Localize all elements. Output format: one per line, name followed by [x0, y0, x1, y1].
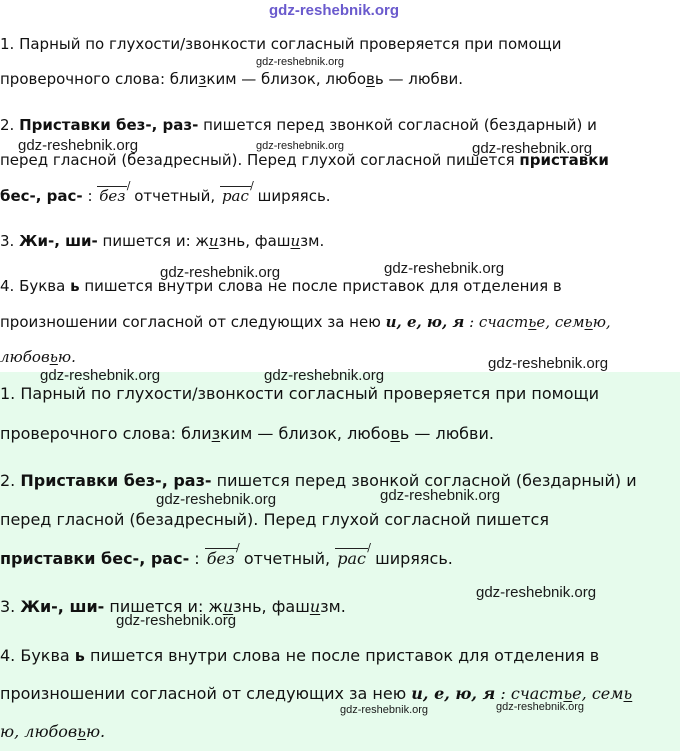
underlined-letter: в — [390, 424, 400, 443]
rule-4-line-1: 4. Буква ь пишется внутри слова не после приставок для отделения в — [0, 646, 600, 665]
rule-1-line-1: 1. Парный по глухости/звонкости согласный проверяется при помощи — [0, 384, 599, 403]
watermark: gdz-reshebnik.org — [40, 367, 161, 384]
rule-4-line-3: ю, любовью. — [0, 722, 106, 741]
rule-1-line-1: 1. Парный по глухости/звонкости согласный проверяется при помощи — [0, 35, 562, 53]
rule-4-line-3: любовью. — [0, 348, 76, 366]
watermark: gdz-reshebnik.org — [384, 260, 505, 277]
underlined-letter: и — [222, 597, 234, 616]
rule-1-line-2: проверочного слова: близким — близок, любовь — любви. — [0, 424, 494, 443]
rule-2-line-1: 2. Приставки без-, раз- пишется перед звонкой согласной (бездарный) и — [0, 471, 637, 490]
prefix-mark: рас / — [337, 541, 371, 568]
watermark: gdz-reshebnik.org — [340, 704, 429, 716]
rule-4-line-2: произношении согласной от следующих за нею и, е, ю, я : счастье, семь — [0, 684, 633, 703]
watermark: gdz-reshebnik.org — [496, 701, 585, 713]
watermark: gdz-reshebnik.org — [156, 491, 277, 508]
rule-3-line: 3. Жи-, ши- пишется и: жизнь, фашизм. — [0, 232, 325, 250]
underlined-letter: и — [290, 232, 301, 250]
rule-2-line-3: бес-, рас- : без / отчетный, рас / ширяясь. — [0, 179, 331, 205]
prefix-mark: без / — [99, 179, 131, 205]
underlined-letter: ь — [528, 313, 537, 331]
rule-2-line-3: приставки бес-, рас- : без / отчетный, рас / ширяясь. — [0, 541, 453, 568]
underlined-letter: з — [198, 70, 207, 88]
watermark: gdz-reshebnik.org — [160, 264, 281, 281]
watermark: gdz-reshebnik.org — [380, 487, 501, 504]
watermark: gdz-reshebnik.org — [264, 367, 385, 384]
underlined-letter: в — [366, 70, 375, 88]
watermark: gdz-reshebnik.org — [116, 612, 237, 629]
underlined-letter: ь — [77, 722, 86, 741]
underlined-letter: ь — [584, 313, 593, 331]
underlined-letter: и — [309, 597, 321, 616]
underlined-letter: ь — [623, 684, 633, 703]
underlined-letter: ь — [563, 684, 573, 703]
site-watermark: gdz-reshebnik.org — [269, 2, 400, 19]
rule-4-line-2: произношении согласной от следующих за нею и, е, ю, я : счастье, семью, — [0, 313, 611, 331]
rule-1-line-2: проверочного слова: близким — близок, любовь — любви. — [0, 70, 464, 88]
rule-3-line: 3. Жи-, ши- пишется и: жизнь, фашизм. — [0, 597, 346, 616]
prefix-mark: без / — [206, 541, 240, 568]
underlined-letter: и — [208, 232, 219, 250]
watermark: gdz-reshebnik.org — [488, 355, 609, 372]
watermark: gdz-reshebnik.org — [256, 140, 345, 152]
watermark: gdz-reshebnik.org — [256, 56, 345, 68]
watermark: gdz-reshebnik.org — [472, 140, 593, 157]
watermark: gdz-reshebnik.org — [476, 584, 597, 601]
rule-4-line-1: 4. Буква ь пишется внутри слова не после приставок для отделения в — [0, 277, 562, 295]
rule-2-line-2: перед гласной (безадресный). Перед глухой согласной пишется — [0, 510, 549, 529]
watermark: gdz-reshebnik.org — [18, 137, 139, 154]
rule-2-line-2: перед гласной (безадресный). Перед глухой согласной пишется приставки — [0, 151, 609, 169]
prefix-mark: рас / — [221, 179, 254, 205]
underlined-letter: ь — [49, 348, 58, 366]
underlined-letter: з — [211, 424, 221, 443]
rule-2-line-1: 2. Приставки без-, раз- пишется перед звонкой согласной (бездарный) и — [0, 116, 597, 134]
